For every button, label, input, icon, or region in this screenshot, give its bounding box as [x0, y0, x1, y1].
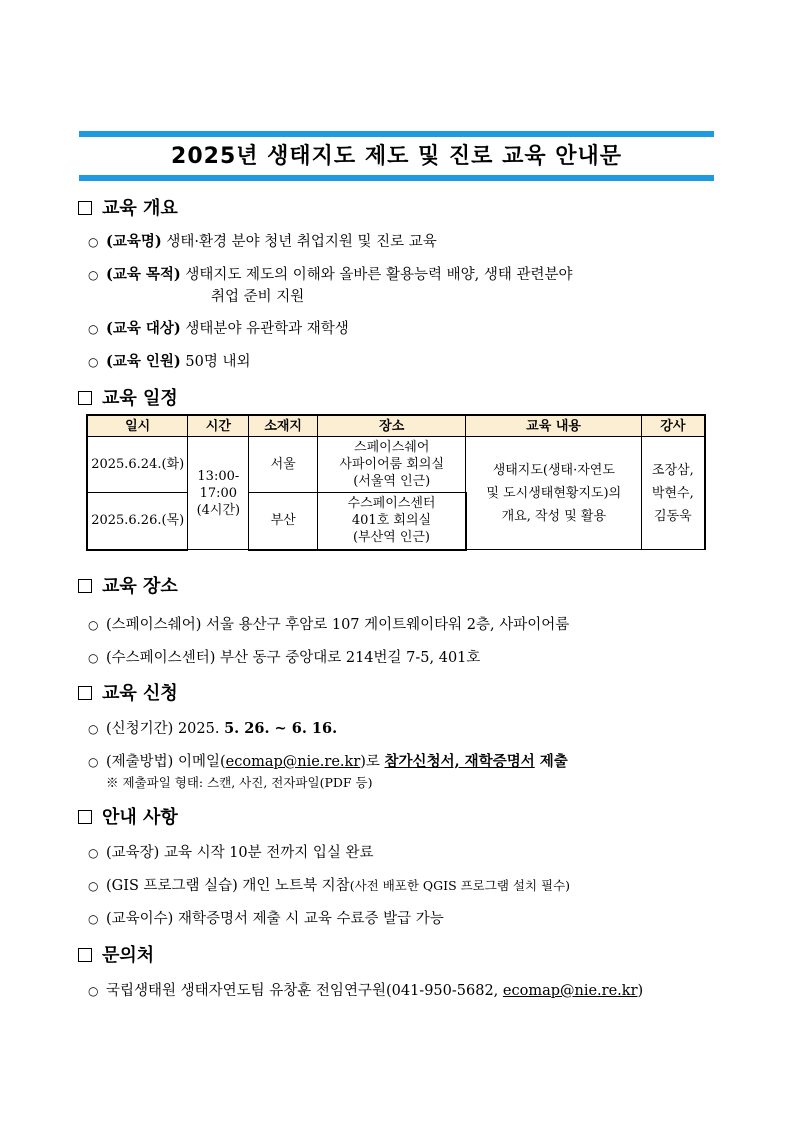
- overview-item-purpose-cont: 취업 준비 지원: [211, 289, 305, 305]
- checkbox-square-icon: [78, 391, 92, 405]
- date-cell: 2025.6.24.(화): [87, 437, 188, 493]
- table-header-cell: 교육 내용: [466, 415, 641, 437]
- title-box: [79, 131, 714, 182]
- checkbox-square-icon: [78, 686, 92, 700]
- overview-item-target: ○ (교육 대상) 생태분야 유관학과 재학생: [88, 320, 349, 337]
- region-cell: 부산: [249, 493, 318, 550]
- table-header-row: [87, 415, 705, 437]
- checkbox-square-icon: [78, 810, 92, 824]
- email-link[interactable]: ecomap@nie.re.kr: [225, 754, 361, 770]
- schedule-table: [86, 414, 706, 551]
- application-method: ○ (제출방법) 이메일(ecomap@nie.re.kr)로 참가신청서, 재학증명서 제출: [88, 753, 568, 770]
- notice-item: ○ (교육이수) 재학증명서 제출 시 교육 수료증 발급 가능: [88, 911, 444, 927]
- table-header-cell: 장소: [318, 415, 466, 437]
- section-heading-schedule: 교육 일정: [78, 387, 178, 411]
- table-header-cell: 시간: [188, 415, 249, 437]
- contact-item: ○ 국립생태원 생태자연도팀 유창훈 전임연구원(041-950-5682, ecomap@nie.re.kr): [88, 983, 644, 999]
- venue-item-busan: ○ (수스페이스센터) 부산 동구 중앙대로 214번길 7-5, 401호: [88, 650, 481, 666]
- checkbox-square-icon: [78, 948, 92, 962]
- instructor-cell: 조장삼, 박현수, 김동욱: [641, 437, 705, 550]
- content-cell: 생태지도(생태·자연도 및 도시생태현황지도)의 개요, 작성 및 활용: [466, 437, 641, 550]
- page-title: 2025년 생태지도 제도 및 진로 교육 안내문: [171, 144, 622, 169]
- section-heading-venue: 교육 장소: [78, 575, 178, 599]
- checkbox-square-icon: [78, 201, 92, 215]
- section-heading-contact: 문의처: [78, 944, 154, 968]
- table-header-cell: 소재지: [249, 415, 318, 437]
- date-cell: 2025.6.26.(목): [87, 493, 188, 550]
- email-link[interactable]: ecomap@nie.re.kr: [502, 983, 638, 999]
- title-bar-bottom: [79, 175, 714, 181]
- place-cell: 스페이스쉐어 사파이어룸 회의실 (서울역 인근): [318, 437, 466, 493]
- overview-item-name: ○ (교육명) 생태·환경 분야 청년 취업지원 및 진로 교육: [88, 233, 437, 250]
- place-cell: 수스페이스센터 401호 회의실 (부산역 인근): [318, 493, 466, 550]
- notice-item: ○ (GIS 프로그램 실습) 개인 노트북 지참(사전 배포한 QGIS 프로그램 설치 필수): [88, 878, 571, 894]
- region-cell: 서울: [249, 437, 318, 493]
- venue-item-seoul: ○ (스페이스쉐어) 서울 용산구 후암로 107 게이트웨이타워 2층, 사파이어룸: [88, 617, 570, 633]
- notice-item: ○ (교육장) 교육 시작 10분 전까지 입실 완료: [88, 845, 374, 861]
- section-heading-notice: 안내 사항: [78, 806, 178, 830]
- time-cell: 13:00- 17:00 (4시간): [188, 437, 249, 550]
- checkbox-square-icon: [78, 579, 92, 593]
- overview-item-purpose: ○ (교육 목적) 생태지도 제도의 이해와 올바른 활용능력 배양, 생태 관련분야: [88, 266, 573, 283]
- application-period: ○ (신청기간) 2025. 5. 26. ~ 6. 16.: [88, 720, 338, 737]
- table-row: [87, 437, 705, 493]
- table-header-cell: 일시: [87, 415, 188, 437]
- table-header-cell: 강사: [641, 415, 705, 437]
- section-heading-application: 교육 신청: [78, 682, 178, 706]
- section-heading-overview: 교육 개요: [78, 197, 178, 221]
- overview-item-count: ○ (교육 인원) 50명 내외: [88, 353, 251, 370]
- application-note: ※ 제출파일 형태: 스캔, 사진, 전자파일(PDF 등): [106, 775, 373, 790]
- title-bar-top: [79, 131, 714, 137]
